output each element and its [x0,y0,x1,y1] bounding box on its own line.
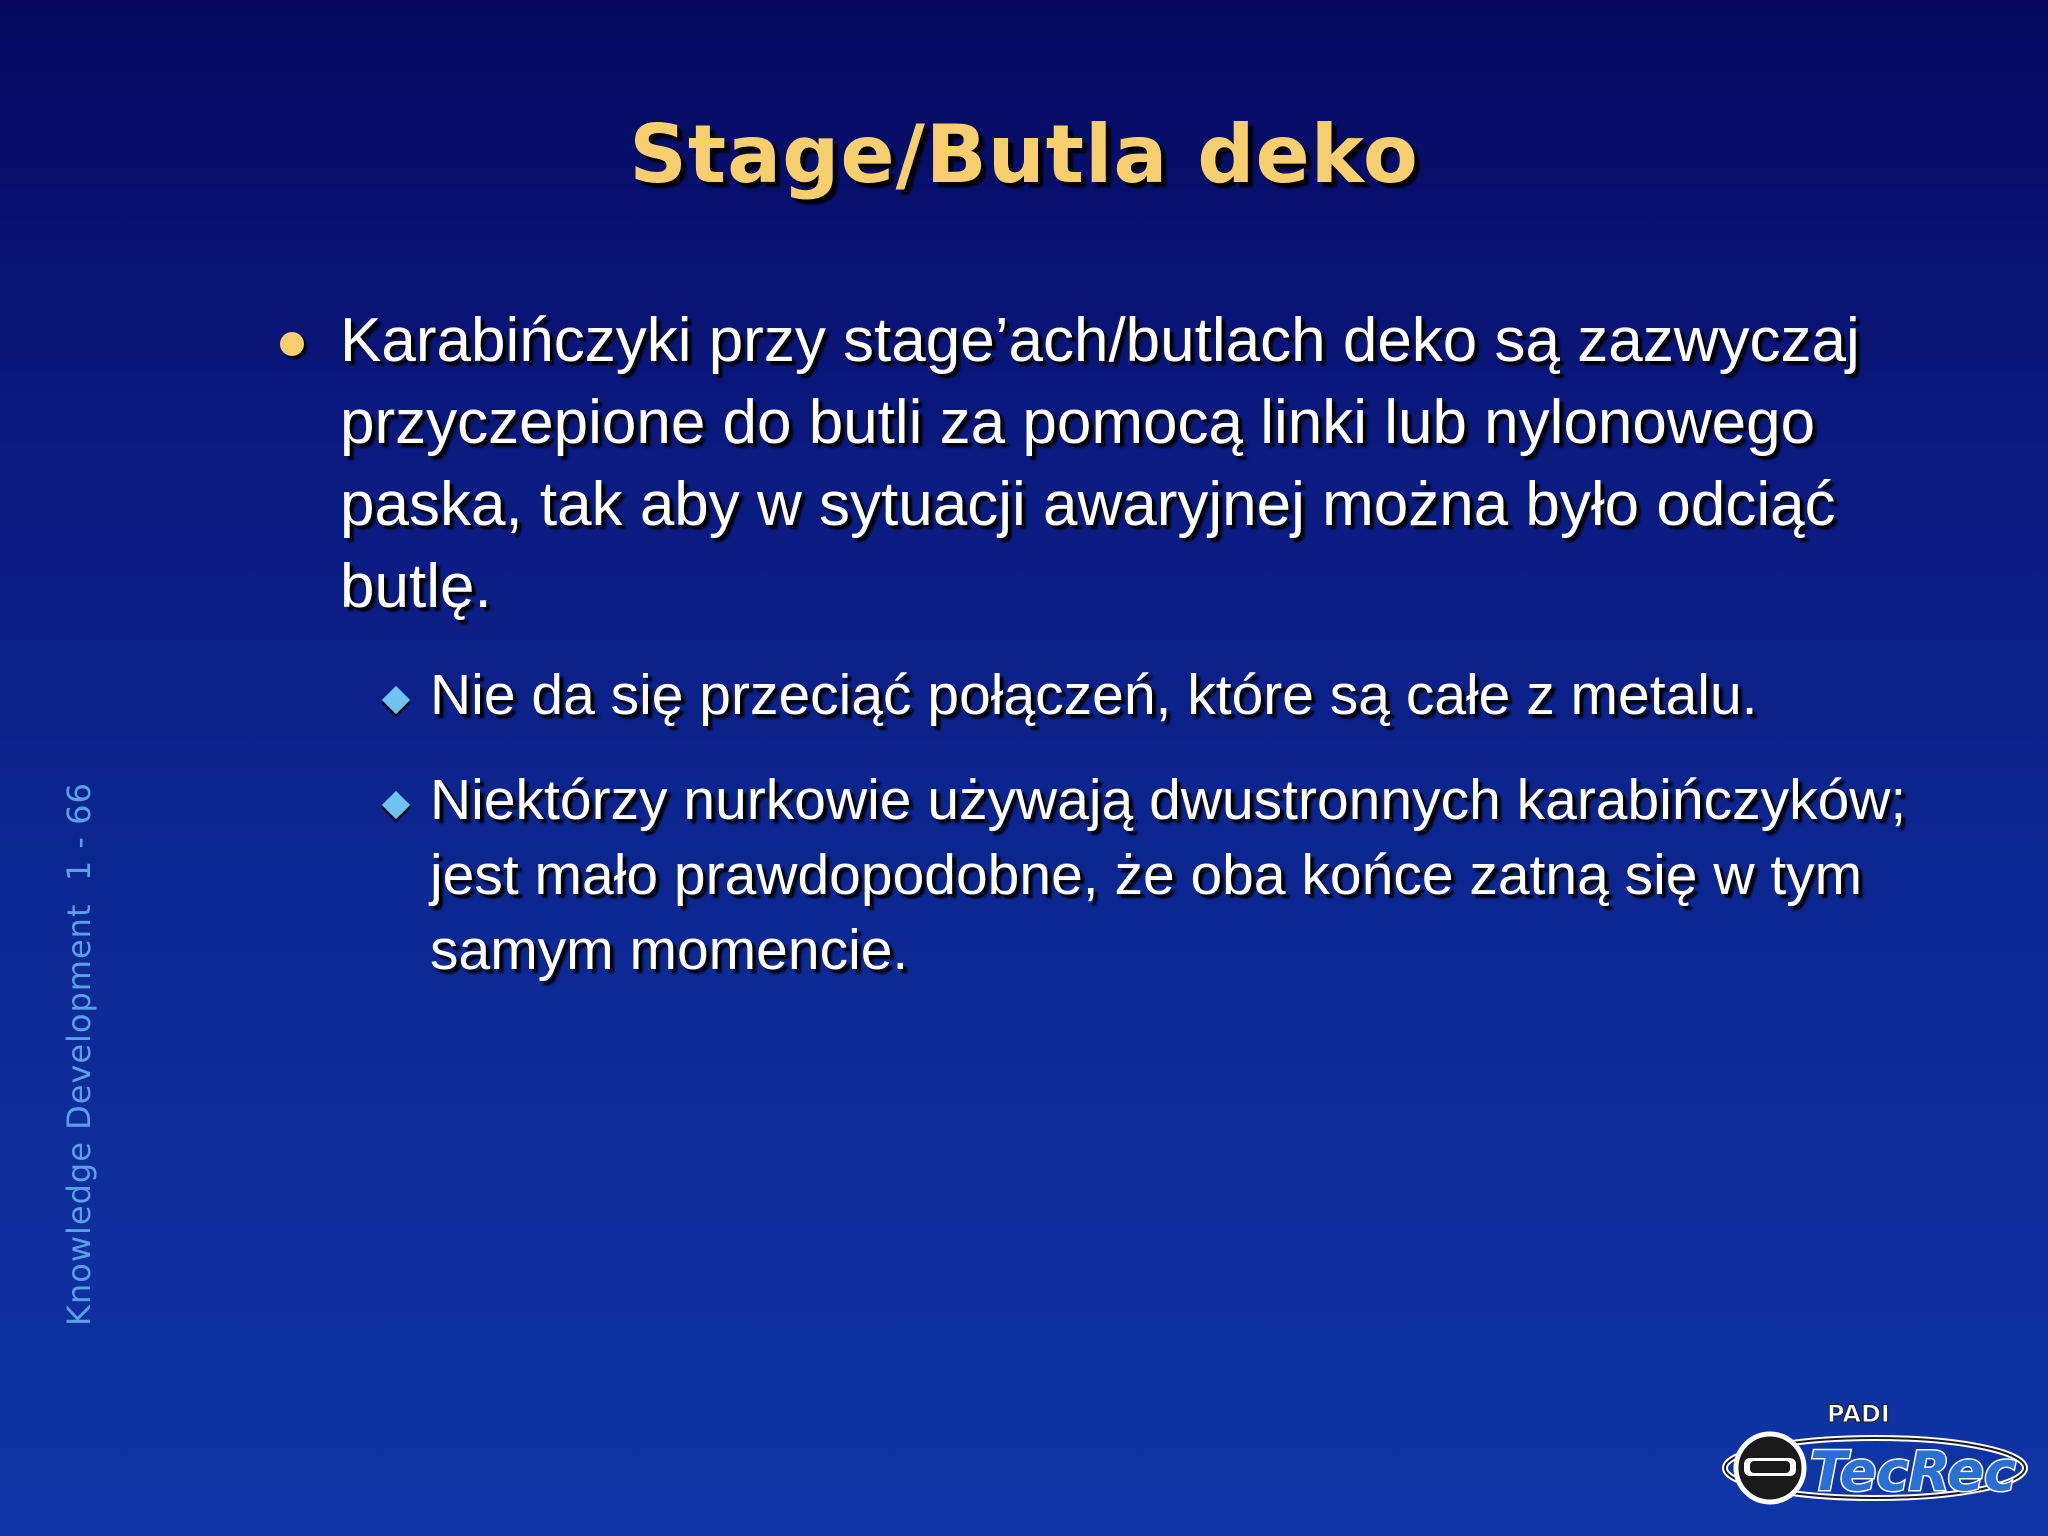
main-bullet-text: Karabińczyki przy stage’ach/butlach deko są zazwyczaj przyczepione do butli za pomocą linki lub nylonowego paska, tak aby w sytuacji awaryjnej można było odciąć butlę. [340,306,1860,621]
diamond-bullet-icon [382,791,410,819]
slide-content [270,300,1950,1018]
logo-top-text: PADI [1827,1400,1890,1428]
main-bullet [270,300,1950,628]
diamond-bullet-icon [382,686,410,714]
sub-bullet [380,763,1950,988]
bullet-dot-icon [280,332,304,356]
padi-tecrec-logo [1700,1390,2030,1520]
side-label: Knowledge Development 1 - 66 [60,782,98,1326]
sub-bullet [380,658,1950,733]
slide-title: Stage/Butla deko [629,108,1419,201]
sub-bullet-text: Nie da się przeciąć połączeń, które są całe z metalu. [430,663,1758,727]
logo-main-text: TecRec [1810,1440,2017,1503]
sub-bullet-list [270,658,1950,988]
sub-bullet-text: Niektórzy nurkowie używają dwustronnych karabińczyków; jest mało prawdopodobne, że oba końce zatną się w tym samym momencie. [430,768,1907,982]
